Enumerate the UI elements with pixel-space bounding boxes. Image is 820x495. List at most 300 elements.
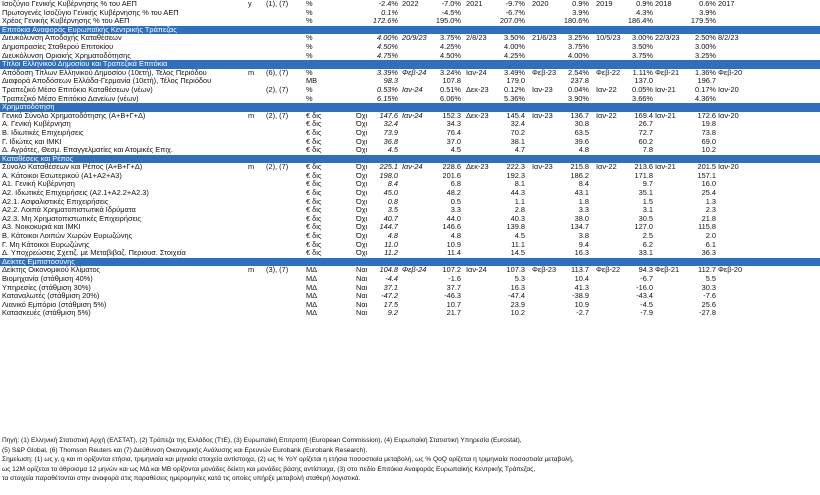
cell-v6: 2.3 bbox=[705, 206, 716, 215]
cell-v3: 3.50% bbox=[504, 34, 525, 43]
cell-v1: 172.6% bbox=[372, 17, 398, 26]
cell-p6: Ιαν-20 bbox=[718, 163, 739, 172]
table-row bbox=[0, 266, 820, 275]
cell-v4: 3.3 bbox=[578, 206, 589, 215]
cell-v6: 179.5% bbox=[690, 17, 716, 26]
cell-p2: Δεκ-23 bbox=[466, 163, 489, 172]
cell-unit: ΜΔ bbox=[306, 283, 318, 292]
table-row bbox=[0, 241, 820, 250]
cell-v5: 3.66% bbox=[632, 94, 653, 103]
cell-v5: 1.11% bbox=[632, 68, 653, 77]
row-label: Κατασκευές (στάθμιση 5%) bbox=[2, 309, 91, 318]
cell-v2: -4.5% bbox=[441, 8, 461, 17]
cell-src: (2), (7) bbox=[266, 85, 289, 94]
row-label: Δείκτης Οικονομικού Κλίματος bbox=[2, 266, 101, 275]
row-label: Τραπεζικό Μέσο Επιτόκιο Καταθέσεων (νέων) bbox=[2, 85, 153, 94]
cell-p1: Φεβ-24 bbox=[402, 68, 427, 77]
cell-sa: Όχι bbox=[356, 249, 368, 258]
row-label: Α2.2. Λοιπά Χρηματοπιστωτικά Ιδρύματα bbox=[2, 206, 136, 215]
row-label: Β. Κάτοικοι Λοιπών Χωρών Ευρωζώνης bbox=[2, 232, 133, 241]
cell-p3: Ιαν-23 bbox=[532, 85, 553, 94]
cell-unit: € δις bbox=[306, 180, 322, 189]
row-label: Βιομηχανία (στάθμιση 40%) bbox=[2, 275, 93, 283]
table-row bbox=[0, 95, 820, 104]
cell-v3: 4.5 bbox=[514, 232, 525, 241]
cell-v5: -7.9 bbox=[640, 309, 653, 318]
cell-v4: 10.9 bbox=[574, 300, 589, 309]
table-row bbox=[0, 138, 820, 147]
table-row bbox=[0, 223, 820, 232]
cell-v3: 14.5 bbox=[510, 249, 525, 258]
cell-freq: m bbox=[248, 163, 255, 172]
cell-v5: 186.4% bbox=[627, 17, 653, 26]
cell-v1: 8.4 bbox=[387, 180, 398, 189]
table-row bbox=[0, 232, 820, 241]
table-row bbox=[0, 146, 820, 155]
row-label: Διαφορά Αποδόσεων Ελλάδα-Γερμανία (10ετή), Τέλος Περιόδου bbox=[2, 77, 212, 86]
table-row bbox=[0, 249, 820, 258]
cell-p6: 8/2/23 bbox=[718, 34, 739, 43]
row-label: Τραπεζικό Μέσο Επιτόκιο Δανείων (νέων) bbox=[2, 94, 139, 103]
cell-p3: Φεβ-23 bbox=[532, 68, 557, 77]
cell-v4: 10.4 bbox=[574, 275, 589, 283]
cell-v2: 3.24% bbox=[440, 68, 461, 77]
cell-v3: 207.0% bbox=[499, 17, 525, 26]
section-header bbox=[0, 26, 820, 35]
cell-unit: € δις bbox=[306, 197, 322, 206]
cell-freq: m bbox=[248, 68, 255, 77]
cell-v1: 0.53% bbox=[377, 85, 398, 94]
cell-v1: -2.4% bbox=[378, 0, 398, 8]
cell-sa: Όχι bbox=[356, 223, 368, 232]
cell-v5: 60.2 bbox=[638, 137, 653, 146]
cell-p6: Ιαν-20 bbox=[718, 85, 739, 94]
cell-v3: 10.2 bbox=[510, 309, 525, 318]
cell-v2: 107.2 bbox=[442, 266, 461, 275]
cell-v2: 195.0% bbox=[435, 17, 461, 26]
cell-v2: 4.50% bbox=[440, 51, 461, 60]
cell-unit: € δις bbox=[306, 214, 322, 223]
cell-p4: 10/5/23 bbox=[596, 34, 621, 43]
cell-v3: 8.1 bbox=[514, 180, 525, 189]
cell-v2: 4.5 bbox=[450, 146, 461, 155]
cell-v6: 10.2 bbox=[701, 146, 716, 155]
cell-v3: 1.1 bbox=[514, 197, 525, 206]
cell-v1: 4.75% bbox=[377, 51, 398, 60]
cell-sa: Ναι bbox=[356, 283, 368, 292]
section-header bbox=[0, 155, 820, 164]
cell-v6: 157.1 bbox=[697, 171, 716, 180]
cell-v1: 40.7 bbox=[383, 214, 398, 223]
cell-v4: 3.25% bbox=[568, 34, 589, 43]
cell-v3: 4.25% bbox=[504, 51, 525, 60]
cell-v5: -43.4 bbox=[636, 292, 653, 301]
cell-v5: 94.3 bbox=[638, 266, 653, 275]
cell-v2: 21.7 bbox=[446, 309, 461, 318]
cell-v4: 180.6% bbox=[563, 17, 589, 26]
cell-unit: € δις bbox=[306, 189, 322, 198]
cell-sa: Ναι bbox=[356, 275, 368, 283]
explanation-note: Σημείωση: (1) ως y, q και m ορίζονται ετήσια, τριμηνιαία και μηνιαία στοιχεία αντίστοιχα, (2) ως % YoY ορίζεται η ετήσια ποσοστιαία μεταβολή, ως % QoQ ορίζεται η τριμηνιαία ποσοστιαία μεταβολή, bbox=[2, 456, 574, 464]
section-title: Χρηματοδότηση bbox=[2, 103, 55, 112]
cell-v1: -47.2 bbox=[381, 292, 398, 301]
cell-v5: -16.0 bbox=[636, 283, 653, 292]
row-label: Ισοζύγιο Γενικής Κυβέρνησης % του ΑΕΠ bbox=[2, 0, 137, 8]
cell-v5: 6.2 bbox=[642, 240, 653, 249]
cell-v3: 11.1 bbox=[511, 240, 525, 249]
section-header bbox=[0, 103, 820, 112]
cell-sa: Όχι bbox=[356, 111, 368, 120]
cell-v6: 172.6 bbox=[697, 111, 716, 120]
cell-v6: 30.3 bbox=[701, 283, 716, 292]
cell-v6: 25.4 bbox=[701, 189, 716, 198]
cell-v4: 9.4 bbox=[578, 240, 589, 249]
cell-p4: Ιαν-22 bbox=[596, 85, 617, 94]
cell-v4: 136.7 bbox=[570, 111, 589, 120]
cell-v2: 107.8 bbox=[442, 77, 461, 86]
cell-v3: 70.2 bbox=[510, 128, 525, 137]
cell-unit: ΜΔ bbox=[306, 292, 318, 301]
cell-v2: 6.06% bbox=[440, 94, 461, 103]
row-label: Πρωτογενές Ισοζύγιο Γενικής Κυβέρνησης % του ΑΕΠ bbox=[2, 8, 179, 17]
cell-v1: 225.1 bbox=[379, 163, 398, 172]
cell-v5: 3.1 bbox=[642, 206, 653, 215]
cell-sa: Όχι bbox=[356, 206, 368, 215]
cell-unit: ΜΔ bbox=[306, 300, 318, 309]
cell-v3: 4.7 bbox=[514, 146, 525, 155]
cell-v2: 3.75% bbox=[440, 34, 461, 43]
row-label: Χρέος Γενικής Κυβέρνησης % του ΑΕΠ bbox=[2, 17, 130, 26]
cell-v3: 5.36% bbox=[504, 94, 525, 103]
table-row bbox=[0, 198, 820, 207]
cell-p2: Ιαν-24 bbox=[466, 68, 487, 77]
cell-v5: 30.5 bbox=[638, 214, 653, 223]
cell-unit: € δις bbox=[306, 223, 322, 232]
cell-p6: Ιαν-20 bbox=[718, 111, 739, 120]
cell-p5: Ιαν-21 bbox=[655, 85, 676, 94]
cell-unit: % bbox=[306, 8, 313, 17]
cell-p2: Δεκ-23 bbox=[466, 85, 489, 94]
cell-v4: 186.2 bbox=[570, 171, 589, 180]
cell-sa: Όχι bbox=[356, 189, 368, 198]
cell-v3: 192.3 bbox=[506, 171, 525, 180]
cell-v1: 37.1 bbox=[383, 283, 398, 292]
row-label: Καταναλωτές (στάθμιση 20%) bbox=[2, 292, 100, 301]
cell-p1: Ιαν-24 bbox=[402, 111, 423, 120]
cell-sa: Ναι bbox=[356, 309, 368, 318]
cell-v6: 201.5 bbox=[697, 163, 716, 172]
cell-v4: 3.75% bbox=[568, 42, 589, 51]
explanation-note-end: τα στοιχεία παραθέτονται στην αναφορά στις παραθέσεις ημερομηνίες κατά τις οποίες υπήρξε μεταβολή σταθερή λογιστικά. bbox=[2, 475, 361, 483]
table-row bbox=[0, 215, 820, 224]
cell-v6: 115.8 bbox=[698, 223, 716, 232]
cell-v4: 30.8 bbox=[574, 120, 589, 129]
cell-v4: 113.7 bbox=[571, 266, 589, 275]
cell-v5: 9.7 bbox=[642, 180, 653, 189]
cell-v1: 0.1% bbox=[381, 8, 398, 17]
cell-v4: 3.90% bbox=[568, 94, 589, 103]
cell-p1: 20/9/23 bbox=[402, 34, 427, 43]
cell-sa: Όχι bbox=[356, 163, 368, 172]
cell-unit: € δις bbox=[306, 120, 322, 129]
cell-v5: -4.5 bbox=[640, 300, 653, 309]
cell-src: (3), (7) bbox=[266, 266, 289, 275]
row-label: Α1. Γενική Κυβέρνηση bbox=[2, 180, 75, 189]
cell-v1: 45.0 bbox=[383, 189, 398, 198]
cell-freq: y bbox=[248, 0, 252, 8]
cell-p2: 2/8/23 bbox=[466, 34, 487, 43]
cell-v6: -7.6 bbox=[703, 292, 716, 301]
cell-v2: 76.4 bbox=[446, 128, 461, 137]
cell-p3: Ιαν-23 bbox=[532, 163, 553, 172]
cell-v3: 38.1 bbox=[510, 137, 525, 146]
cell-v3: 179.0 bbox=[506, 77, 525, 86]
cell-v1: 6.15% bbox=[377, 94, 398, 103]
cell-p6: 2017 bbox=[718, 0, 735, 8]
cell-v3: 222.3 bbox=[506, 163, 525, 172]
cell-unit: € δις bbox=[306, 146, 322, 155]
cell-v2: -7.0% bbox=[441, 0, 461, 8]
cell-v2: 0.51% bbox=[440, 85, 461, 94]
section-title: Καταθέσεις και Ρέπος bbox=[2, 154, 74, 163]
cell-v1: 3.39% bbox=[377, 68, 398, 77]
cell-unit: % bbox=[306, 85, 313, 94]
cell-v2: 44.0 bbox=[446, 214, 461, 223]
row-label: Διευκόλυνση Οριακής Χρηματοδότησης bbox=[2, 51, 131, 60]
cell-v6: 0.6% bbox=[699, 0, 716, 8]
cell-v1: 3.5 bbox=[387, 206, 398, 215]
cell-v2: 201.6 bbox=[442, 171, 461, 180]
cell-v5: 4.3% bbox=[636, 8, 653, 17]
cell-freq: m bbox=[248, 266, 255, 275]
cell-v4: -38.9 bbox=[572, 292, 589, 301]
row-label: Γ. Ιδιώτες και ΙΜΚΙ bbox=[2, 137, 62, 146]
cell-p1: 2022 bbox=[402, 0, 419, 8]
cell-p2: 2021 bbox=[466, 0, 483, 8]
cell-unit: % bbox=[306, 51, 313, 60]
source-note: Πηγή: (1) Ελληνική Στατιστική Αρχή (ΕΛΣΤΑΤ), (2) Τράπεζα της Ελλάδος (ΤτΕ), (3) Ευρωπαϊκή Επιτροπή (European Commission), (4) Ευρωπαϊκή Στατιστική Υπηρεσία (Eurostat), bbox=[2, 437, 522, 444]
source-note-cont: (5) S&P Global, (6) Thomson Reuters και (7) Διεύθυνση Οικονομικής Ανάλυσης και Ερευνών Eurobank (Eurobank Research). bbox=[2, 446, 368, 454]
table-row bbox=[0, 86, 820, 95]
cell-p5: 22/3/23 bbox=[655, 34, 680, 43]
cell-v1: 36.8 bbox=[383, 137, 398, 146]
cell-v5: -6.7 bbox=[640, 275, 653, 283]
cell-v3: 23.9 bbox=[510, 300, 525, 309]
table-row bbox=[0, 172, 820, 181]
cell-src: (6), (7) bbox=[266, 68, 289, 77]
row-label: Δ. Υποχρεώσεις Σχετιζ. με Μεταβιβαζ. Περιουσ. Στοιχεία bbox=[2, 249, 186, 258]
cell-p4: Φεβ-22 bbox=[596, 68, 621, 77]
cell-v1: 98.3 bbox=[383, 77, 398, 86]
notes-block bbox=[2, 436, 816, 484]
cell-v6: 1.36% bbox=[695, 68, 716, 77]
cell-v4: 0.9% bbox=[572, 0, 589, 8]
cell-v2: 6.8 bbox=[450, 180, 461, 189]
cell-v5: 127.0 bbox=[634, 223, 653, 232]
cell-v6: 6.1 bbox=[705, 240, 716, 249]
cell-v3: 107.3 bbox=[506, 266, 525, 275]
row-label: Δημοπρασίες Σταθερού Επιτοκίου bbox=[2, 42, 114, 51]
cell-unit: € δις bbox=[306, 206, 322, 215]
cell-v3: 2.8 bbox=[514, 206, 525, 215]
cell-v5: 35.1 bbox=[638, 189, 653, 198]
cell-unit: % bbox=[306, 42, 313, 51]
cell-v6: 36.3 bbox=[701, 249, 716, 258]
cell-v5: 0.05% bbox=[632, 85, 653, 94]
cell-p1: Ιαν-24 bbox=[402, 163, 423, 172]
table-row bbox=[0, 309, 820, 318]
cell-v5: 169.4 bbox=[634, 111, 653, 120]
cell-v6: 73.8 bbox=[701, 128, 716, 137]
cell-v3: 44.3 bbox=[510, 189, 525, 198]
row-label: Λιανικό Εμπόριο (στάθμιση 5%) bbox=[2, 300, 107, 309]
cell-p1: Ιαν-24 bbox=[402, 85, 423, 94]
cell-v6: 1.3 bbox=[705, 197, 716, 206]
cell-p3: Ιαν-23 bbox=[532, 111, 553, 120]
cell-v5: 1.5 bbox=[642, 197, 653, 206]
cell-v3: 4.00% bbox=[504, 42, 525, 51]
cell-p4: Ιαν-22 bbox=[596, 111, 617, 120]
cell-v2: 37.0 bbox=[446, 137, 461, 146]
cell-p5: Φεβ-21 bbox=[655, 266, 680, 275]
cell-v5: 26.7 bbox=[638, 120, 653, 129]
section-title: Επιτόκια Αναφοράς Ευρωπαϊκής Κεντρικής Τράπεζας bbox=[2, 25, 177, 34]
cell-v2: 37.7 bbox=[446, 283, 461, 292]
cell-v5: 3.75% bbox=[632, 51, 653, 60]
table-row bbox=[0, 77, 820, 86]
row-label: Γ. Μη Κάτοικοι Ευρωζώνης bbox=[2, 240, 90, 249]
cell-src: (2), (7) bbox=[266, 163, 289, 172]
cell-p3: 21/6/23 bbox=[532, 34, 557, 43]
cell-v6: 0.17% bbox=[695, 85, 716, 94]
cell-v2: 4.8 bbox=[450, 232, 461, 241]
cell-v3: 139.8 bbox=[506, 223, 525, 232]
row-label: Απόδοση Τίτλων Ελληνικού Δημοσίου (10ετή), Τέλος Περιόδου bbox=[2, 68, 207, 77]
cell-unit: € δις bbox=[306, 128, 322, 137]
table-row bbox=[0, 275, 820, 284]
cell-v5: 3.50% bbox=[632, 42, 653, 51]
cell-p5: 2018 bbox=[655, 0, 672, 8]
cell-unit: € δις bbox=[306, 249, 322, 258]
cell-v3: -47.4 bbox=[508, 292, 525, 301]
row-label: Α. Γενική Κυβέρνηση bbox=[2, 120, 71, 129]
row-label: Α. Κάτοικοι Εσωτερικού (Α1+Α2+Α3) bbox=[2, 171, 122, 180]
cell-v5: 72.7 bbox=[638, 128, 653, 137]
cell-unit: € δις bbox=[306, 240, 322, 249]
cell-unit: % bbox=[306, 34, 313, 43]
cell-v6: 16.0 bbox=[701, 180, 716, 189]
cell-v4: 0.04% bbox=[568, 85, 589, 94]
cell-v3: -9.7% bbox=[505, 0, 525, 8]
cell-v3: 3.49% bbox=[504, 68, 525, 77]
cell-v4: 215.8 bbox=[570, 163, 589, 172]
cell-v2: 48.2 bbox=[446, 189, 461, 198]
cell-v6: 25.6 bbox=[701, 300, 716, 309]
cell-v6: 21.8 bbox=[701, 214, 716, 223]
explanation-note-cont: ως 12Μ ορίζεται το άθροισμα 12 μηνών και ως ΜΔ και ΜΒ ορίζονται μονάδες δείκτη και μονάδες βάσης αντίστοιχα, (3) στο πεδίο Επιτόκια Αναφοράς Ευρωπαϊκής Κεντρικής Τράπεζας, bbox=[2, 465, 536, 473]
row-label: Σύνολο Καταθέσεων και Ρέπος (Α+Β+Γ+Δ) bbox=[2, 163, 143, 172]
cell-sa: Όχι bbox=[356, 171, 368, 180]
cell-v5: 2.5 bbox=[642, 232, 653, 241]
cell-v1: 0.8 bbox=[387, 197, 398, 206]
cell-p5: Ιαν-21 bbox=[655, 111, 676, 120]
cell-p4: Φεβ-22 bbox=[596, 266, 621, 275]
cell-v1: 4.5 bbox=[387, 146, 398, 155]
cell-v6: 69.0 bbox=[701, 137, 716, 146]
cell-v4: 3.8 bbox=[578, 232, 589, 241]
cell-v4: 2.54% bbox=[568, 68, 589, 77]
cell-p3: Φεβ-23 bbox=[532, 266, 557, 275]
cell-unit: ΜΒ bbox=[306, 77, 318, 86]
cell-sa: Όχι bbox=[356, 137, 368, 146]
cell-v6: 196.7 bbox=[697, 77, 716, 86]
cell-unit: ΜΔ bbox=[306, 266, 318, 275]
cell-v6: 19.8 bbox=[701, 120, 716, 129]
cell-unit: % bbox=[306, 17, 313, 26]
cell-v2: 10.7 bbox=[446, 300, 461, 309]
cell-unit: € δις bbox=[306, 111, 322, 120]
row-label: Δ. Αγρότες, Θεσμ. Επαγγελματίες και Ατομικές Επιχ. bbox=[2, 146, 173, 155]
cell-v4: 38.0 bbox=[574, 214, 589, 223]
cell-p6: Φεβ-20 bbox=[718, 68, 743, 77]
cell-p6: Φεβ-20 bbox=[718, 266, 743, 275]
row-label: Α3. Νοικοκυριά και ΙΜΚΙ bbox=[2, 223, 81, 232]
cell-v6: 3.00% bbox=[695, 42, 716, 51]
cell-unit: ΜΔ bbox=[306, 309, 318, 318]
cell-v3: 32.4 bbox=[510, 120, 525, 129]
table-row bbox=[0, 9, 820, 18]
cell-v5: 3.00% bbox=[632, 34, 653, 43]
cell-v5: 33.1 bbox=[638, 249, 653, 258]
cell-p5: Φεβ-21 bbox=[655, 68, 680, 77]
cell-sa: Όχι bbox=[356, 240, 368, 249]
cell-p1: Φεβ-24 bbox=[402, 266, 427, 275]
cell-v1: 9.2 bbox=[387, 309, 398, 318]
row-label: Α2.1. Ασφαλιστικές Επιχειρήσεις bbox=[2, 197, 109, 206]
table-row bbox=[0, 284, 820, 293]
cell-v2: 34.3 bbox=[446, 120, 461, 129]
row-label: Β. Ιδιωτικές Επιχειρήσεις bbox=[2, 128, 84, 137]
cell-v3: 5.3 bbox=[514, 275, 525, 283]
cell-v2: 228.6 bbox=[442, 163, 461, 172]
cell-v4: 8.4 bbox=[578, 180, 589, 189]
cell-p3: 2020 bbox=[532, 0, 549, 8]
cell-v1: 104.8 bbox=[379, 266, 398, 275]
cell-v4: -2.7 bbox=[576, 309, 589, 318]
section-header bbox=[0, 258, 820, 267]
cell-p5: Ιαν-21 bbox=[655, 163, 676, 172]
cell-v2: 0.5 bbox=[450, 197, 461, 206]
cell-v3: 40.3 bbox=[510, 214, 525, 223]
table-row bbox=[0, 52, 820, 61]
cell-unit: € δις bbox=[306, 171, 322, 180]
cell-unit: € δις bbox=[306, 163, 322, 172]
cell-v2: -46.3 bbox=[444, 292, 461, 301]
row-label: Γενικό Σύνολο Χρηματοδότησης (Α+Β+Γ+Δ) bbox=[2, 111, 146, 120]
cell-v4: 41.3 bbox=[574, 283, 589, 292]
cell-v6: 112.7 bbox=[698, 266, 716, 275]
cell-v1: 147.6 bbox=[379, 111, 398, 120]
table-row bbox=[0, 292, 820, 301]
cell-v1: 4.50% bbox=[377, 42, 398, 51]
cell-sa: Όχι bbox=[356, 197, 368, 206]
cell-unit: % bbox=[306, 68, 313, 77]
cell-v2: -1.6 bbox=[448, 275, 461, 283]
cell-v4: 134.7 bbox=[570, 223, 589, 232]
section-header bbox=[0, 60, 820, 69]
cell-v4: 63.5 bbox=[574, 128, 589, 137]
cell-v6: 2.0 bbox=[705, 232, 716, 241]
